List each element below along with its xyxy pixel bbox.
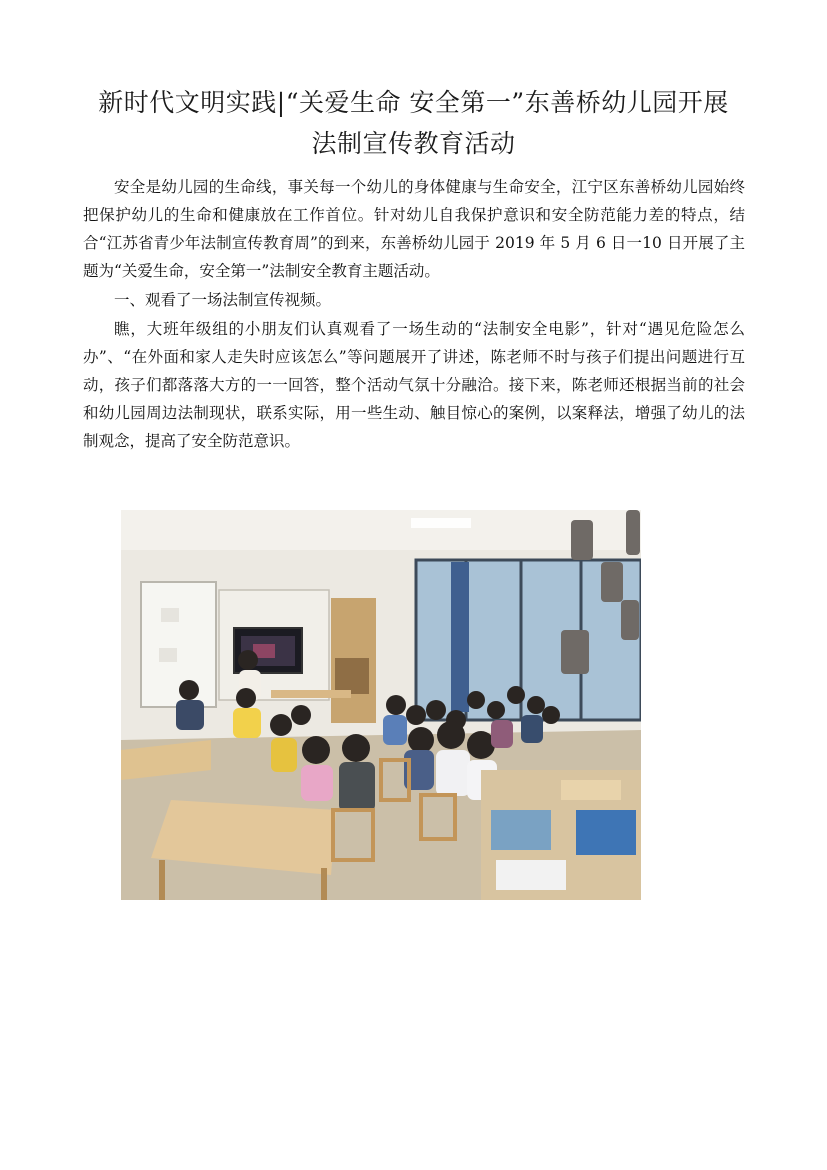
paragraph-video-activity: 瞧，大班年级组的小朋友们认真观看了一场生动的“法制安全电影”，针对“遇见危险怎么办”、“在外面和家人走失时应该怎么”等问题展开了讲述，陈老师不时与孩子们提出问题进行互动，孩子们都落落大方的一一回答，整个活动气氛十分融洽。接下来，陈老师还根据当前的社会和幼儿园周边法制现状，联系实际，用一些生动、触目惊心的案例，以案释法，增强了幼儿的法制观念，提高了安全防范意识。 — [83, 320, 745, 450]
document-title-line-2: 法制宣传教育活动 — [311, 129, 516, 158]
classroom-photo — [121, 510, 641, 900]
body-text — [83, 173, 745, 455]
document-title-line-1: 新时代文明实践|“关爱生命 安全第一”东善桥幼儿园开展 — [98, 88, 729, 117]
paragraph-section-heading: 一、观看了一场法制宣传视频。 — [114, 291, 332, 309]
photo-whiteboard — [141, 582, 216, 707]
paragraph-intro: 安全是幼儿园的生命线，事关每一个幼儿的身体健康与生命安全，江宁区东善桥幼儿园始终把保护幼儿的生命和健康放在工作首位。针对幼儿自我保护意识和安全防范能力差的特点，结合“江苏省青少年法制宣传教育周”的到来，东善桥幼儿园于 2019 年 5 月 6 日一10 日开展了主题为“关爱生命，安全第一”法制安全教育主题活动。 — [83, 178, 745, 280]
